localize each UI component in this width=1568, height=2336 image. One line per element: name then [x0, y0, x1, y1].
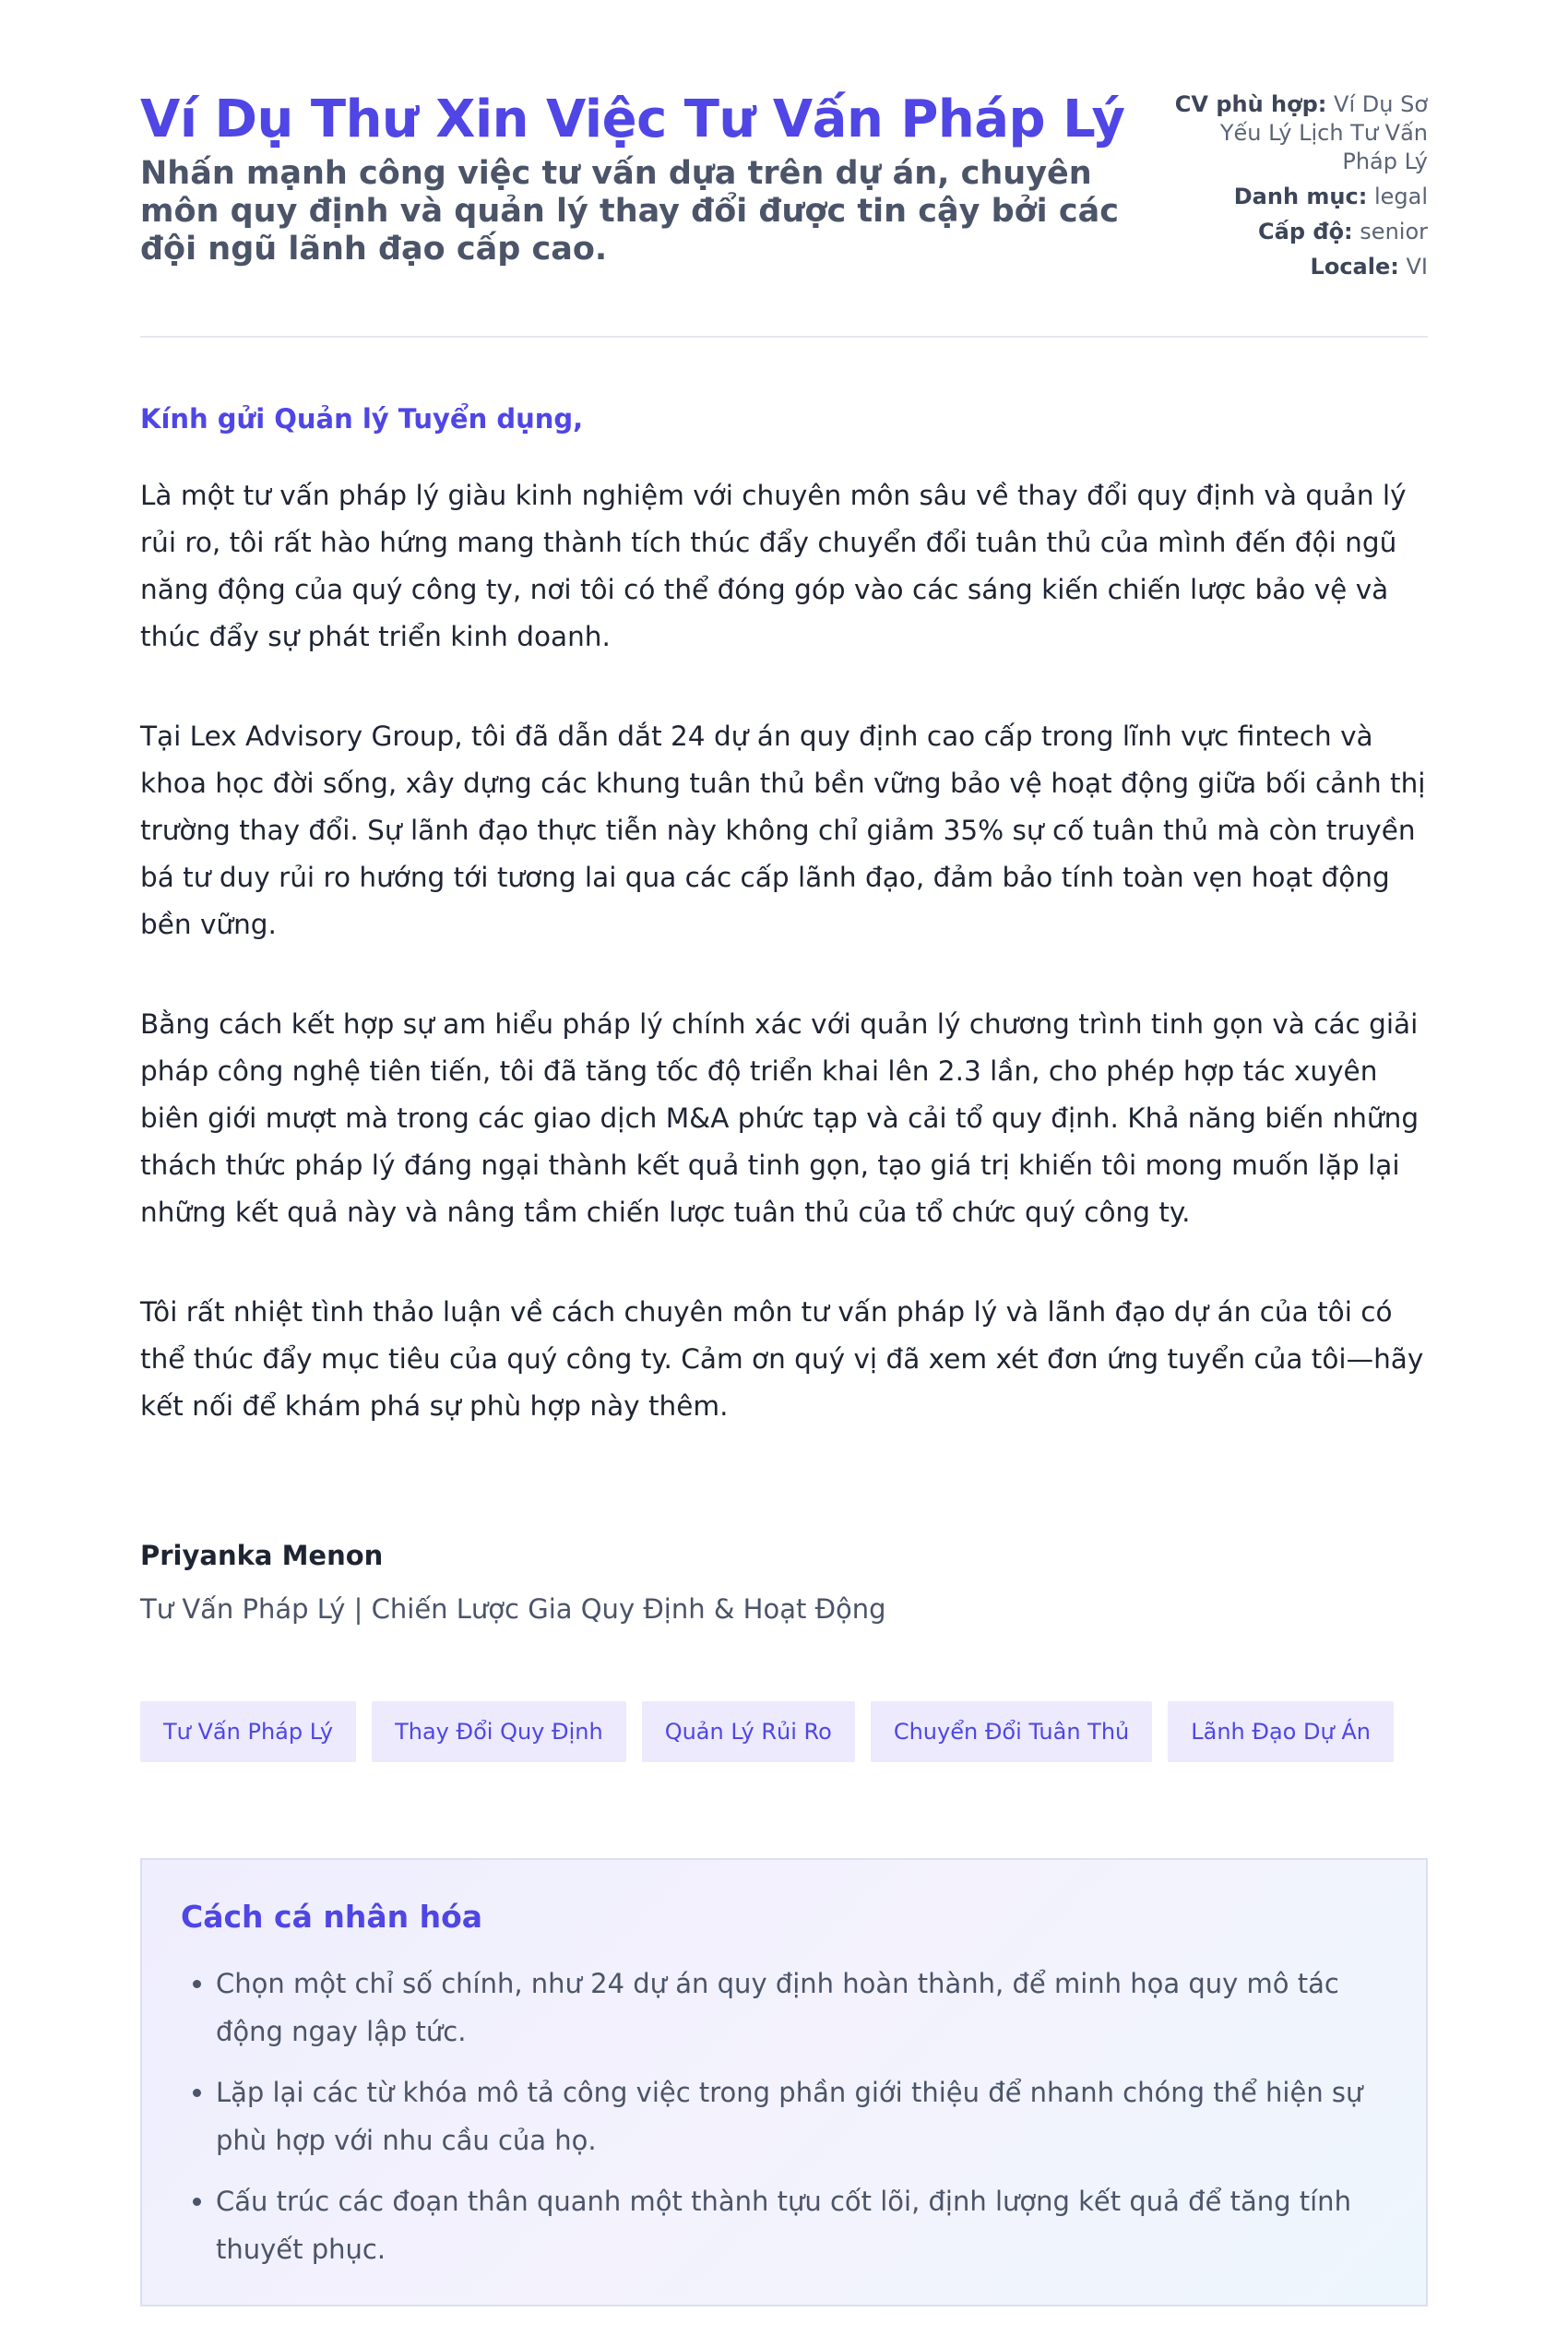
header — [140, 90, 1428, 338]
tips-title: Cách cá nhân hóa — [181, 1899, 483, 1935]
tip-item: • Chọn một chỉ số chính, như 24 dự án quy định hoàn thành, để minh họa quy mô tác động ngay lập tức. — [216, 1960, 1387, 2056]
meta-level — [1170, 218, 1428, 246]
meta-locale-value: VI — [1406, 254, 1428, 280]
signature-title: Tư Vấn Pháp Lý | Chiến Lược Gia Quy Định & Hoạt Động — [140, 1593, 886, 1625]
meta-locale-key: Locale: — [1310, 254, 1399, 280]
tag-list — [140, 1701, 1428, 1762]
tag-item: Thay Đổi Quy Định — [372, 1701, 626, 1762]
signature-name: Priyanka Menon — [140, 1540, 384, 1571]
meta-resume — [1170, 90, 1428, 176]
paragraph-intro: Là một tư vấn pháp lý giàu kinh nghiệm với chuyên môn sâu về thay đổi quy định và quản lý rủi ro, tôi rất hào hứng mang thành tích thúc đẩy chuyển đổi tuân thủ của mình đến đội ngũ năng động của quý công ty, nơi tôi có thể đóng góp vào các sáng kiến chiến lược bảo vệ và thúc đẩy sự phát triển kinh doanh. — [140, 480, 1407, 652]
tag-item: Quản Lý Rủi Ro — [642, 1701, 855, 1762]
meta-level-key: Cấp độ: — [1258, 219, 1353, 244]
meta-locale — [1170, 253, 1428, 281]
meta-category-value: legal — [1373, 184, 1428, 209]
meta-level-value: senior — [1360, 219, 1428, 244]
paragraph-closing: Tôi rất nhiệt tình thảo luận về cách chuyên môn tư vấn pháp lý và lãnh đạo dự án của tôi có thể thúc đẩy mục tiêu của quý công ty. Cảm ơn quý vị đã xem xét đơn ứng tuyển của tôi—hãy kết nối để khám phá sự phù hợp này thêm. — [140, 1296, 1424, 1422]
paragraph-experience: Tại Lex Advisory Group, tôi đã dẫn dắt 24 dự án quy định cao cấp trong lĩnh vực fintech và khoa học đời sống, xây dựng các khung tuân thủ bền vững bảo vệ hoạt động giữa bối cảnh thị trường thay đổi. Sự lãnh đạo thực tiễn này không chỉ giảm 35% sự cố tuân thủ mà còn truyền bá tư duy rủi ro hướng tới tương lai qua các cấp lãnh đạo, đảm bảo tính toàn vẹn hoạt động bền vững. — [140, 721, 1426, 940]
signature — [140, 1537, 1428, 1627]
tag-item: Tư Vấn Pháp Lý — [140, 1701, 356, 1762]
tag-item: Chuyển Đổi Tuân Thủ — [871, 1701, 1152, 1762]
meta-resume-value: Ví Dụ Sơ Yếu Lý Lịch Tư Vấn Pháp Lý — [1219, 91, 1428, 174]
page-title: Ví Dụ Thư Xin Việc Tư Vấn Pháp Lý — [140, 89, 1125, 149]
page-subtitle: Nhấn mạnh công việc tư vấn dựa trên dự án, chuyên môn quy định và quản lý thay đổi được tin cậy bởi các đội ngũ lãnh đạo cấp cao. — [140, 155, 1119, 268]
meta-resume-key: CV phù hợp: — [1174, 91, 1327, 117]
tip-item: • Lặp lại các từ khóa mô tả công việc trong phần giới thiệu để nhanh chóng thể hiện sự phù hợp với nhu cầu của họ. — [216, 2068, 1387, 2164]
letter-body — [140, 400, 1428, 1430]
header-titles — [140, 90, 1155, 268]
personalization-tips — [140, 1858, 1428, 2306]
meta-category — [1170, 183, 1428, 211]
greeting: Kính gửi Quản lý Tuyển dụng, — [140, 403, 584, 435]
paragraph-approach: Bằng cách kết hợp sự am hiểu pháp lý chính xác với quản lý chương trình tinh gọn và các giải pháp công nghệ tiên tiến, tôi đã tăng tốc độ triển khai lên 2.3 lần, cho phép hợp tác xuyên biên giới mượt mà trong các giao dịch M&A phức tạp và cải tổ quy định. Khả năng biến những thách thức pháp lý đáng ngại thành kết quả tinh gọn, tạo giá trị khiến tôi mong muốn lặp lại những kết quả này và nâng tầm chiến lược tuân thủ của tổ chức quý công ty. — [140, 1008, 1420, 1228]
tips-list — [181, 1960, 1387, 2273]
meta-panel — [1170, 90, 1428, 288]
tag-item: Lãnh Đạo Dự Án — [1168, 1701, 1394, 1762]
tip-item: • Cấu trúc các đoạn thân quanh một thành tựu cốt lõi, định lượng kết quả để tăng tính thuyết phục. — [216, 2177, 1387, 2273]
meta-category-key: Danh mục: — [1233, 184, 1368, 209]
